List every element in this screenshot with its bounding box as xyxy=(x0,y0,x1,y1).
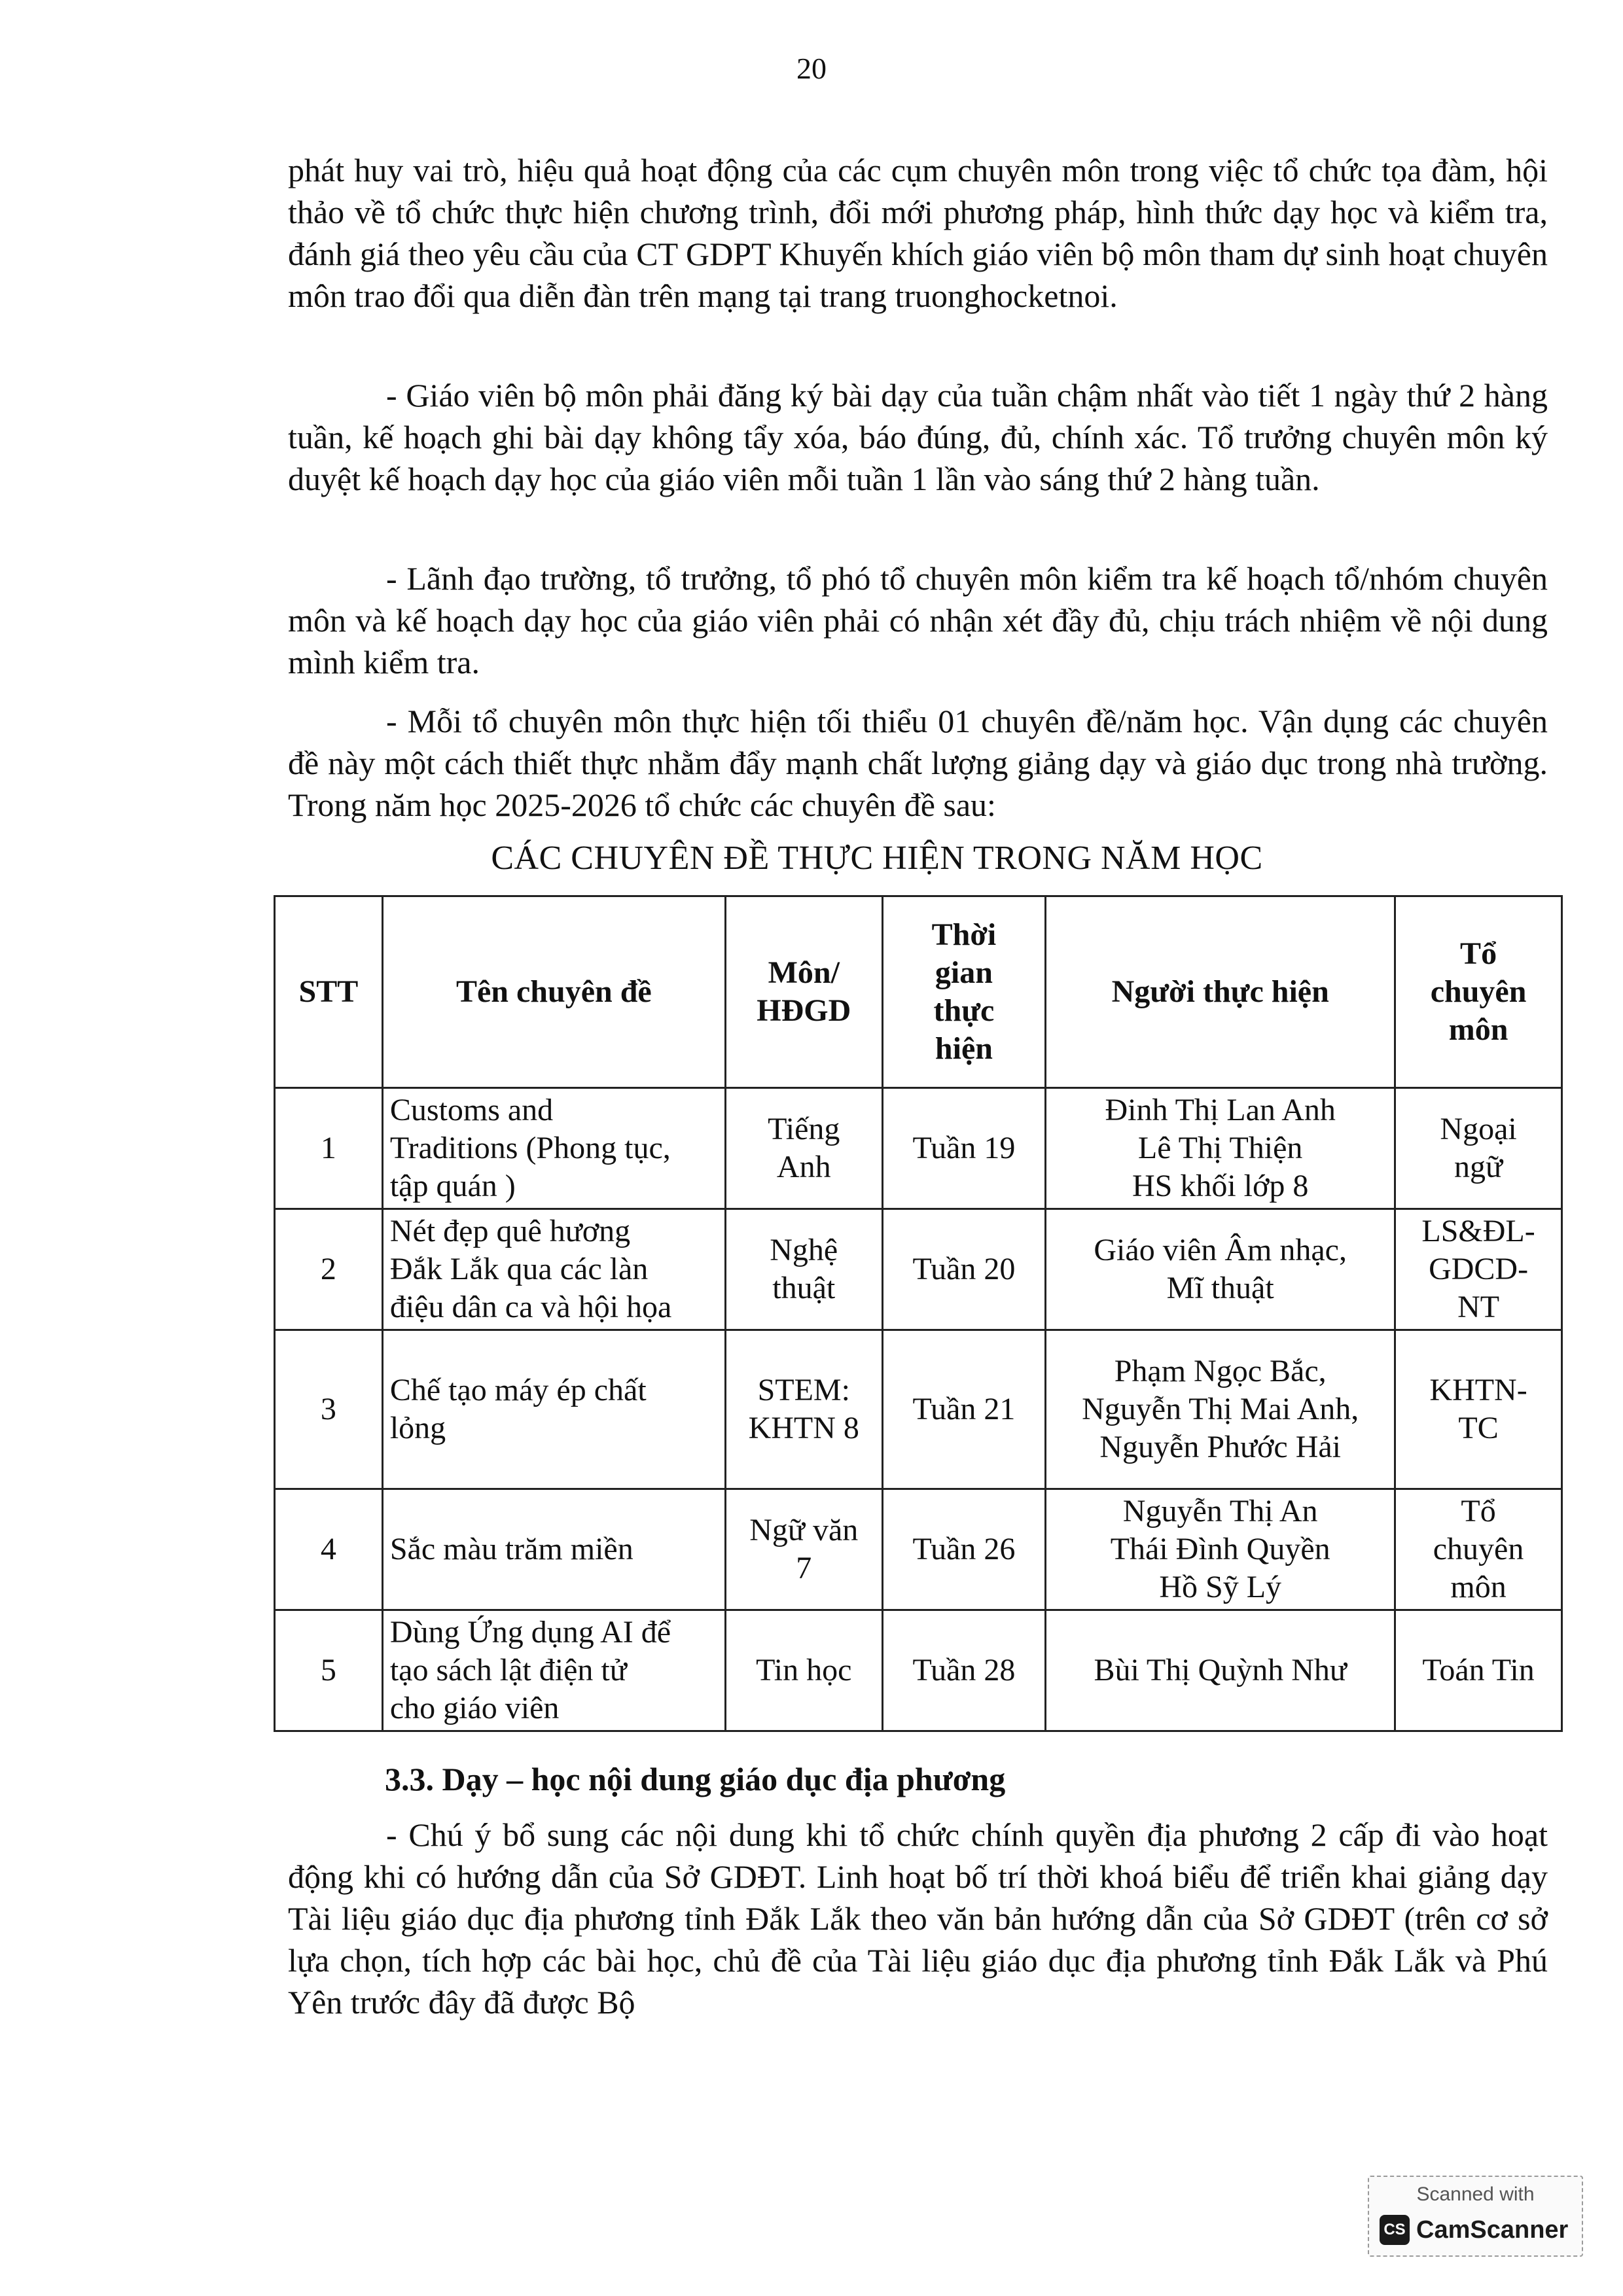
cell-group: Toán Tin xyxy=(1395,1610,1562,1731)
camscanner-watermark xyxy=(1368,2176,1583,2257)
cell-person: Đinh Thị Lan Anh Lê Thị Thiện HS khối lớp 8 xyxy=(1046,1088,1395,1209)
cell-topic: Nét đẹp quê hương Đắk Lắk qua các làn điệu dân ca và hội họa xyxy=(382,1209,725,1330)
cell-time: Tuần 21 xyxy=(882,1330,1046,1489)
cell-topic: Dùng Ứng dụng AI để tạo sách lật điện tử cho giáo viên xyxy=(382,1610,725,1731)
header-topic: Tên chuyên đề xyxy=(382,896,725,1088)
header-group: Tổ chuyên môn xyxy=(1395,896,1562,1088)
page-number: 20 xyxy=(796,52,827,85)
cell-person: Giáo viên Âm nhạc, Mĩ thuật xyxy=(1046,1209,1395,1330)
cell-stt: 2 xyxy=(275,1209,383,1330)
cell-person: Phạm Ngọc Bắc, Nguyễn Thị Mai Anh, Nguyễn Phước Hải xyxy=(1046,1330,1395,1489)
header-person: Người thực hiện xyxy=(1046,896,1395,1088)
cell-subject: STEM: KHTN 8 xyxy=(725,1330,882,1489)
cell-topic: Chế tạo máy ép chất lỏng xyxy=(382,1330,725,1489)
table-row xyxy=(275,1610,1562,1731)
table-row xyxy=(275,1489,1562,1610)
cell-topic: Sắc màu trăm miền xyxy=(382,1489,725,1610)
cell-time: Tuần 26 xyxy=(882,1489,1046,1610)
cell-stt: 1 xyxy=(275,1088,383,1209)
topics-table xyxy=(274,895,1563,1732)
cell-group: Ngoại ngữ xyxy=(1395,1088,1562,1209)
cell-person: Nguyễn Thị An Thái Đình Quyền Hồ Sỹ Lý xyxy=(1046,1489,1395,1610)
header-subject: Môn/ HĐGD xyxy=(725,896,882,1088)
paragraph-plan-review: - Lãnh đạo trường, tổ trưởng, tổ phó tổ chuyên môn kiểm tra kế hoạch tổ/nhóm chuyên môn và kế hoạch dạy học của giáo viên phải có nhận xét đầy đủ, chịu trách nhiệm về nội dung mình kiểm tra. xyxy=(288,560,1548,680)
paragraph-intro: phát huy vai trò, hiệu quả hoạt động của các cụm chuyên môn trong việc tổ chức tọa đàm, hội thảo về tổ chức thực hiện chương trình, đổi mới phương pháp, hình thức dạy học và kiểm tra, đánh giá theo yêu cầu của CT GDPT Khuyến khích giáo viên bộ môn tham dự sinh hoạt chuyên môn trao đổi qua diễn đàn trên mạng tại trang truonghocketnoi. xyxy=(288,152,1548,314)
table-row xyxy=(275,1330,1562,1489)
header-time: Thời gian thực hiện xyxy=(882,896,1046,1088)
cell-group: KHTN- TC xyxy=(1395,1330,1562,1489)
cell-subject: Tin học xyxy=(725,1610,882,1731)
cell-stt: 3 xyxy=(275,1330,383,1489)
cell-time: Tuần 20 xyxy=(882,1209,1046,1330)
cell-stt: 5 xyxy=(275,1610,383,1731)
paragraph-lesson-registration: - Giáo viên bộ môn phải đăng ký bài dạy của tuần chậm nhất vào tiết 1 ngày thứ 2 hàng tuần, kế hoạch ghi bài dạy không tẩy xóa, báo đúng, đủ, chính xác. Tổ trưởng chuyên môn ký duyệt kế hoạch dạy học của giáo viên mỗi tuần 1 lần vào sáng thứ 2 hàng tuần. xyxy=(288,377,1548,497)
cell-topic: Customs and Traditions (Phong tục, tập quán ) xyxy=(382,1088,725,1209)
table-row xyxy=(275,1088,1562,1209)
table-title: CÁC CHUYÊN ĐỀ THỰC HIỆN TRONG NĂM HỌC xyxy=(491,839,1263,877)
camscanner-logo-icon: CS xyxy=(1380,2215,1410,2245)
watermark-brand-name: CamScanner xyxy=(1416,2216,1569,2244)
paragraph-local-education: - Chú ý bổ sung các nội dung khi tổ chức chính quyền địa phương 2 cấp đi vào hoạt động khi có hướng dẫn của Sở GDĐT. Linh hoạt bố trí thời khoá biểu để triển khai giảng dạy Tài liệu giáo dục địa phương tỉnh Đắk Lắk theo văn bản hướng dẫn của Sở GDĐT (trên cơ sở lựa chọn, tích hợp các bài học, chủ đề của Tài liệu giáo dục địa phương tỉnh Đắk Lắk và Phú Yên trước đây đã được Bộ xyxy=(288,1816,1548,2021)
cell-subject: Tiếng Anh xyxy=(725,1088,882,1209)
cell-stt: 4 xyxy=(275,1489,383,1610)
cell-person: Bùi Thị Quỳnh Như xyxy=(1046,1610,1395,1731)
cell-time: Tuần 28 xyxy=(882,1610,1046,1731)
watermark-brand xyxy=(1380,2215,1568,2245)
cell-time: Tuần 19 xyxy=(882,1088,1046,1209)
cell-group: Tổ chuyên môn xyxy=(1395,1489,1562,1610)
table-header-row xyxy=(275,896,1562,1088)
watermark-scanned-label: Scanned with xyxy=(1416,2183,1535,2205)
header-stt: STT xyxy=(275,896,383,1088)
cell-subject: Ngữ văn 7 xyxy=(725,1489,882,1610)
paragraph-topics-intro: - Mỗi tổ chuyên môn thực hiện tối thiểu 01 chuyên đề/năm học. Vận dụng các chuyên đề này một cách thiết thực nhằm đẩy mạnh chất lượng giảng dạy và giáo dục trong nhà trường. Trong năm học 2025-2026 tổ chức các chuyên đề sau: xyxy=(288,703,1548,823)
cell-group: LS&ĐL- GDCD- NT xyxy=(1395,1209,1562,1330)
section-heading: 3.3. Dạy – học nội dung giáo dục địa phương xyxy=(385,1761,1006,1797)
table-row xyxy=(275,1209,1562,1330)
cell-subject: Nghệ thuật xyxy=(725,1209,882,1330)
